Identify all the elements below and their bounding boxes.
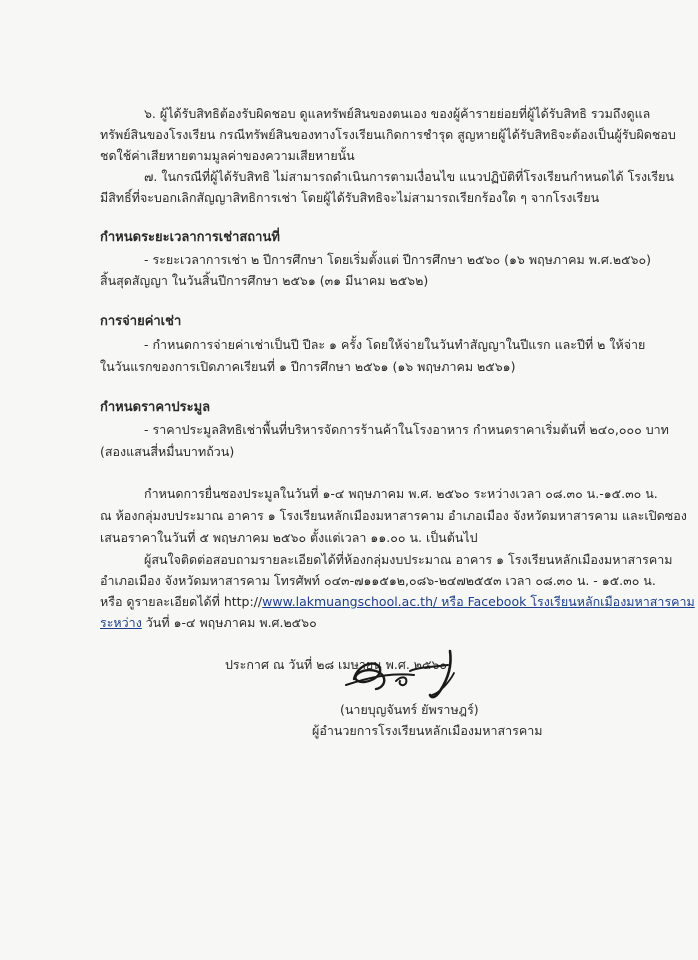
clause-6-line-3: ชดใช้ค่าเสียหายตามมูลค่าของความเสียหายนั้น (100, 148, 355, 163)
auction-price-heading: กำหนดราคาประมูล (100, 400, 211, 415)
rental-period-heading: กำหนดระยะเวลาการเช่าสถานที่ (100, 230, 280, 245)
contact-line-3-prefix: หรือ ดูรายละเอียดได้ที่ http:// (100, 594, 263, 609)
clause-6-line-2: ทรัพย์สินของโรงเรียน กรณีทรัพย์สินของทางโรงเรียนเกิดการชำรุด สูญหายผู้ได้รับสิทธิจะต้องเป็นผู้รับผิดชอบ (100, 127, 676, 142)
clause-6-line-1: ๖. ผู้ได้รับสิทธิต้องรับผิดชอบ ดูแลทรัพย์สินของตนเอง ของผู้ค้ารายย่อยที่ผู้ได้รับสิทธิ รวมถึงดูแล (144, 106, 651, 121)
contact-line-1: ผู้สนใจติดต่อสอบถามรายละเอียดได้ที่ห้องกลุ่มงบประมาณ อาคาร ๑ โรงเรียนหลักเมืองมหาสารคาม (144, 552, 673, 567)
auction-price-line-2: (สองแสนสี่หมื่นบาทถ้วน) (100, 444, 235, 459)
auction-price-line-1: - ราคาประมูลสิทธิเช่าพื้นที่บริหารจัดการร้านค้าในโรงอาหาร กำหนดราคาเริ่มต้นที่ ๒๔๐,๐๐๐ บาท (144, 422, 669, 437)
school-website-link[interactable]: www.lakmuangschool.ac.th/ หรือ Facebook โรงเรียนหลักเมืองมหาสารคาม (262, 594, 695, 609)
schedule-line-1: กำหนดการยื่นซองประมูลในวันที่ ๑-๔ พฤษภาคม พ.ศ. ๒๕๖๐ ระหว่างเวลา ๐๘.๓๐ น.-๑๕.๓๐ น. (144, 486, 658, 501)
signature-image (336, 645, 476, 705)
facebook-link-tail[interactable]: ระหว่าง (100, 615, 142, 630)
schedule-line-3: เสนอราคาในวันที่ ๕ พฤษภาคม ๒๕๖๐ ตั้งแต่เวลา ๑๑.๐๐ น. เป็นต้นไป (100, 530, 478, 545)
contact-line-2: อำเภอเมือง จังหวัดมหาสารคาม โทรศัพท์ ๐๔๓-๗๑๑๕๑๒,๐๘๖-๒๔๗๒๕๕๓ เวลา ๐๘.๓๐ น. - ๑๕.๓๐ น. (100, 573, 656, 588)
director-name: (นายบุญจันทร์ ยัพราษฎร์) (340, 702, 479, 717)
clause-7-line-1: ๗. ในกรณีที่ผู้ได้รับสิทธิ ไม่สามารถดำเนินการตามเงื่อนไข แนวปฏิบัติที่โรงเรียนกำหนดได้ โรงเรียน (144, 169, 674, 184)
contact-line-3 (100, 592, 695, 611)
rent-payment-line-2: ในวันแรกของการเปิดภาคเรียนที่ ๑ ปีการศึกษา ๒๕๖๑ (๑๖ พฤษภาคม ๒๕๖๑) (100, 359, 516, 374)
director-position: ผู้อำนวยการโรงเรียนหลักเมืองมหาสารคาม (312, 723, 543, 738)
rent-payment-heading: การจ่ายค่าเช่า (100, 314, 182, 329)
schedule-line-2: ณ ห้องกลุ่มงบประมาณ อาคาร ๑ โรงเรียนหลักเมืองมหาสารคาม อำเภอเมือง จังหวัดมหาสารคาม และเปิดซอง (100, 508, 687, 523)
rental-period-line-1: - ระยะเวลาการเช่า ๒ ปีการศึกษา โดยเริ่มตั้งแต่ ปีการศึกษา ๒๕๖๐ (๑๖ พฤษภาคม พ.ศ.๒๕๖๐) (144, 252, 651, 267)
rent-payment-line-1: - กำหนดการจ่ายค่าเช่าเป็นปี ปีละ ๑ ครั้ง โดยให้จ่ายในวันทำสัญญาในปีแรก และปีที่ ๒ ให้จ่าย (144, 337, 646, 352)
contact-line-4-date: วันที่ ๑-๔ พฤษภาคม พ.ศ.๒๕๖๐ (141, 615, 317, 630)
clause-7-line-2: มีสิทธิ์ที่จะบอกเลิกสัญญาสิทธิการเช่า โดยผู้ได้รับสิทธิจะไม่สามารถเรียกร้องใด ๆ จากโรงเรียน (100, 190, 600, 205)
announcement-date: ประกาศ ณ วันที่ ๒๘ เมษายน พ.ศ. ๒๕๖๐ (225, 657, 448, 672)
contact-line-4 (100, 613, 317, 632)
rental-period-line-2: สิ้นสุดสัญญา ในวันสิ้นปีการศึกษา ๒๕๖๑ (๓๑ มีนาคม ๒๕๖๒) (100, 273, 429, 288)
